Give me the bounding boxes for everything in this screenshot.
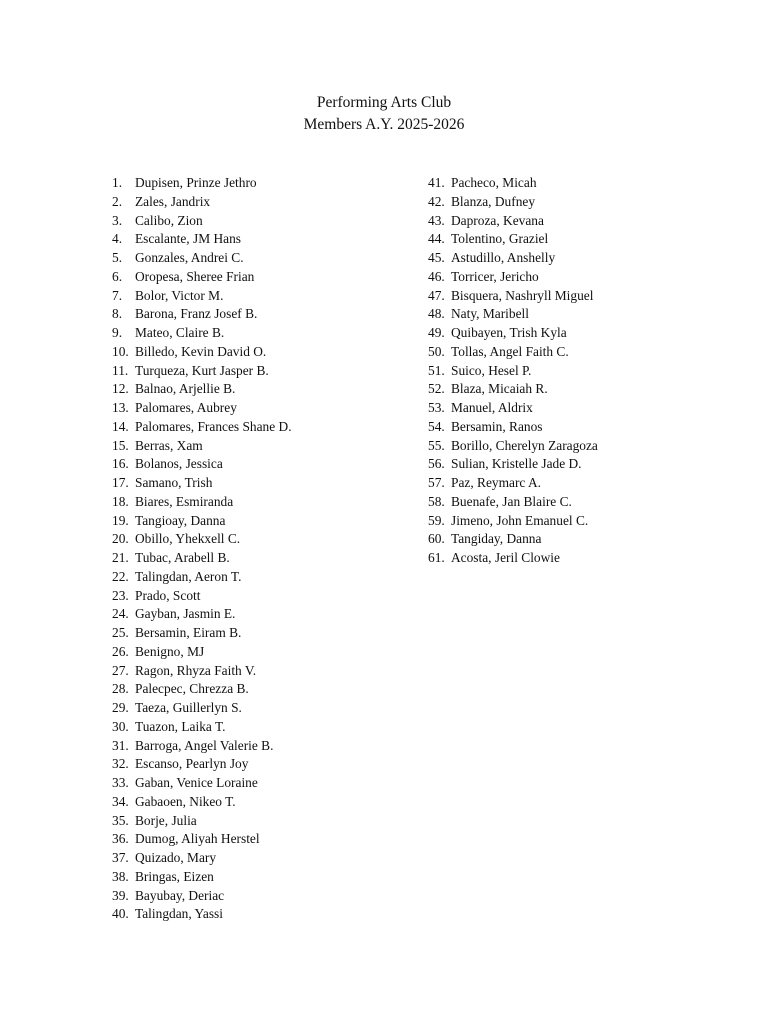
member-list-item <box>112 268 292 287</box>
member-number: 10. <box>112 343 129 359</box>
member-name: Berras, Xam <box>135 437 203 453</box>
member-number: 41. <box>428 175 445 190</box>
member-number: 44. <box>428 231 445 247</box>
member-name: Biares, Esmiranda <box>135 493 234 509</box>
member-number: 30. <box>112 718 129 734</box>
member-list-item <box>428 174 598 193</box>
member-number: 1. <box>112 175 123 190</box>
member-name: Obillo, Yhekxell C. <box>135 531 241 547</box>
member-list-item <box>112 699 292 718</box>
member-number: 16. <box>112 456 129 472</box>
member-number: 42. <box>428 193 445 209</box>
member-name: Talingdan, Aeron T. <box>135 568 242 584</box>
member-list-item <box>112 230 292 249</box>
member-name: Billedo, Kevin David O. <box>135 343 267 359</box>
member-list-item <box>112 643 292 662</box>
member-name: Gaban, Venice Loraine <box>135 775 258 790</box>
member-name: Jimeno, John Emanuel C. <box>451 512 589 528</box>
member-number: 18. <box>112 493 129 509</box>
member-name: Tolentino, Graziel <box>451 231 549 247</box>
member-number: 2. <box>112 193 123 209</box>
member-list-item <box>112 812 292 831</box>
member-list-item <box>428 268 598 287</box>
member-list-item <box>428 380 598 399</box>
member-number: 61. <box>428 550 445 565</box>
member-name: Zales, Jandrix <box>135 193 211 209</box>
member-name: Astudillo, Anshelly <box>451 250 556 265</box>
member-number: 3. <box>112 212 123 228</box>
member-list-item <box>112 737 292 756</box>
member-number: 11. <box>112 362 129 378</box>
member-name: Calibo, Zion <box>135 212 203 228</box>
member-name: Daproza, Kevana <box>451 212 544 228</box>
member-name: Blanza, Dufney <box>451 193 536 209</box>
member-list-item <box>428 362 598 381</box>
member-name: Escanso, Pearlyn Joy <box>135 756 249 772</box>
member-number: 14. <box>112 418 129 434</box>
member-name: Taeza, Guillerlyn S. <box>135 700 242 715</box>
member-number: 17. <box>112 475 129 490</box>
member-name: Blaza, Micaiah R. <box>451 381 548 397</box>
member-number: 23. <box>112 587 129 603</box>
member-list-item <box>428 193 598 212</box>
member-list-item <box>428 324 598 343</box>
member-list-item <box>112 774 292 793</box>
member-list-item <box>112 568 292 587</box>
member-list-item <box>112 605 292 624</box>
member-number: 19. <box>112 512 129 528</box>
member-number: 36. <box>112 831 129 847</box>
member-list-item <box>112 755 292 774</box>
member-list-item <box>428 287 598 306</box>
member-name: Palomares, Frances Shane D. <box>135 418 292 434</box>
member-list-item <box>428 230 598 249</box>
member-number: 46. <box>428 268 445 284</box>
member-list-item <box>112 249 292 268</box>
member-name: Sulian, Kristelle Jade D. <box>451 456 582 472</box>
member-list-item <box>112 662 292 681</box>
member-list-left-column <box>112 174 292 924</box>
member-name: Palomares, Aubrey <box>135 400 237 415</box>
document-header <box>0 92 768 136</box>
member-list-item <box>112 830 292 849</box>
member-list-item <box>112 549 292 568</box>
member-name: Buenafe, Jan Blaire C. <box>451 493 572 509</box>
member-name: Ragon, Rhyza Faith V. <box>135 662 257 678</box>
member-name: Bersamin, Eiram B. <box>135 625 242 640</box>
member-list-item <box>112 868 292 887</box>
member-list-item <box>112 212 292 231</box>
member-list-item <box>428 474 598 493</box>
member-list-item <box>428 249 598 268</box>
member-name: Dumog, Aliyah Herstel <box>135 831 260 847</box>
member-list-item <box>428 343 598 362</box>
member-number: 55. <box>428 437 445 453</box>
member-number: 8. <box>112 306 123 322</box>
member-number: 15. <box>112 437 129 453</box>
member-name: Acosta, Jeril Clowie <box>451 550 560 565</box>
member-list-item <box>112 418 292 437</box>
member-name: Tangioay, Danna <box>135 512 226 528</box>
member-list-right-column <box>428 174 598 568</box>
member-number: 20. <box>112 531 129 547</box>
member-name: Naty, Maribell <box>451 306 529 322</box>
member-number: 5. <box>112 250 123 265</box>
member-number: 9. <box>112 325 123 340</box>
member-number: 21. <box>112 550 129 565</box>
member-name: Barroga, Angel Valerie B. <box>135 737 274 753</box>
member-list-item <box>112 849 292 868</box>
member-name: Quibayen, Trish Kyla <box>451 325 567 340</box>
member-name: Suico, Hesel P. <box>451 362 532 378</box>
member-list-item <box>428 455 598 474</box>
member-name: Pacheco, Micah <box>451 175 537 190</box>
member-name: Balnao, Arjellie B. <box>135 381 236 397</box>
member-number: 27. <box>112 662 129 678</box>
member-list-item <box>112 680 292 699</box>
member-list-item <box>112 493 292 512</box>
member-list-item <box>112 905 292 924</box>
member-list-item <box>428 418 598 437</box>
member-name: Oropesa, Sheree Frian <box>135 268 255 284</box>
member-name: Bersamin, Ranos <box>451 418 543 434</box>
member-name: Bringas, Eizen <box>135 868 214 884</box>
member-name: Talingdan, Yassi <box>135 906 223 922</box>
member-list-item <box>112 718 292 737</box>
member-list-item <box>112 455 292 474</box>
member-list-item <box>112 380 292 399</box>
member-name: Turqueza, Kurt Jasper B. <box>135 362 269 378</box>
member-list-item <box>428 399 598 418</box>
member-name: Gayban, Jasmin E. <box>135 606 236 622</box>
member-number: 24. <box>112 606 129 622</box>
member-number: 29. <box>112 700 129 715</box>
member-number: 34. <box>112 793 129 809</box>
member-number: 45. <box>428 250 445 265</box>
member-number: 48. <box>428 306 445 322</box>
member-name: Quizado, Mary <box>135 850 217 865</box>
member-name: Mateo, Claire B. <box>135 325 225 340</box>
member-name: Gonzales, Andrei C. <box>135 250 244 265</box>
member-number: 25. <box>112 625 129 640</box>
member-list-item <box>112 887 292 906</box>
member-list-item <box>112 624 292 643</box>
member-list-item <box>428 530 598 549</box>
member-name: Samano, Trish <box>135 475 213 490</box>
member-number: 50. <box>428 343 445 359</box>
member-number: 22. <box>112 568 129 584</box>
member-number: 56. <box>428 456 445 472</box>
member-number: 52. <box>428 381 445 397</box>
member-number: 51. <box>428 362 445 378</box>
member-number: 6. <box>112 268 123 284</box>
member-number: 4. <box>112 231 123 247</box>
member-list-item <box>112 530 292 549</box>
member-name: Barona, Franz Josef B. <box>135 306 258 322</box>
member-number: 47. <box>428 287 445 303</box>
member-name: Escalante, JM Hans <box>135 231 241 247</box>
member-number: 26. <box>112 643 129 659</box>
member-number: 37. <box>112 850 129 865</box>
member-list-item <box>428 549 598 568</box>
member-number: 53. <box>428 400 445 415</box>
member-number: 39. <box>112 887 129 903</box>
member-name: Benigno, MJ <box>135 643 205 659</box>
member-number: 40. <box>112 906 129 922</box>
member-name: Palecpec, Chrezza B. <box>135 681 249 697</box>
member-name: Dupisen, Prinze Jethro <box>135 175 257 190</box>
member-list-item <box>428 512 598 531</box>
member-list-item <box>112 399 292 418</box>
member-name: Borje, Julia <box>135 812 197 828</box>
member-number: 31. <box>112 737 129 753</box>
member-name: Gabaoen, Nikeo T. <box>135 793 236 809</box>
member-name: Paz, Reymarc A. <box>451 475 541 490</box>
member-number: 38. <box>112 868 129 884</box>
member-number: 59. <box>428 512 445 528</box>
member-list-item <box>112 793 292 812</box>
member-list-item <box>112 474 292 493</box>
member-list-item <box>112 362 292 381</box>
document-title: Performing Arts Club <box>316 94 452 111</box>
member-number: 58. <box>428 493 445 509</box>
member-list-item <box>428 493 598 512</box>
member-list-item <box>112 174 292 193</box>
member-list-item <box>112 587 292 606</box>
member-name: Bolanos, Jessica <box>135 456 223 472</box>
member-number: 35. <box>112 812 129 828</box>
member-name: Bayubay, Deriac <box>135 887 225 903</box>
member-list-item <box>428 212 598 231</box>
member-name: Manuel, Aldrix <box>451 400 533 415</box>
member-number: 12. <box>112 381 129 397</box>
member-list-item <box>112 193 292 212</box>
member-number: 54. <box>428 418 445 434</box>
member-name: Tangiday, Danna <box>451 531 542 547</box>
member-list-item <box>112 324 292 343</box>
member-list-item <box>112 437 292 456</box>
member-number: 49. <box>428 325 445 340</box>
member-number: 28. <box>112 681 129 697</box>
member-number: 43. <box>428 212 445 228</box>
member-name: Tubac, Arabell B. <box>135 550 230 565</box>
member-list-item <box>428 437 598 456</box>
member-list-item <box>112 512 292 531</box>
document-subtitle: Members A.Y. 2025-2026 <box>303 116 465 133</box>
member-number: 7. <box>112 287 123 303</box>
member-number: 13. <box>112 400 129 415</box>
member-number: 33. <box>112 775 129 790</box>
member-list-item <box>112 305 292 324</box>
member-name: Bolor, Victor M. <box>135 287 224 303</box>
member-list-item <box>112 343 292 362</box>
member-number: 57. <box>428 475 445 490</box>
member-name: Borillo, Cherelyn Zaragoza <box>451 437 598 453</box>
member-name: Prado, Scott <box>135 587 201 603</box>
member-name: Bisquera, Nashryll Miguel <box>451 287 594 303</box>
member-number: 60. <box>428 531 445 547</box>
member-name: Torricer, Jericho <box>451 268 539 284</box>
member-list-item <box>112 287 292 306</box>
member-list-item <box>428 305 598 324</box>
member-number: 32. <box>112 756 129 772</box>
member-name: Tollas, Angel Faith C. <box>451 343 569 359</box>
member-name: Tuazon, Laika T. <box>135 718 226 734</box>
